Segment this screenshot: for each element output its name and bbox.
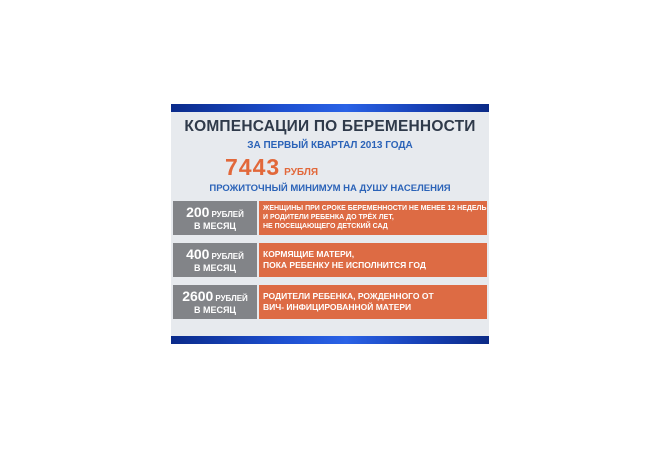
compensation-unit: РУБЛЕЙ (211, 210, 244, 219)
amount-value: 7443 (225, 154, 281, 180)
compensation-row (173, 201, 487, 235)
compensation-recipients: ЖЕНЩИНЫ ПРИ СРОКЕ БЕРЕМЕННОСТИ НЕ МЕНЕЕ 12 НЕДЕЛЬ И РОДИТЕЛИ РЕБЕНКА ДО ТРЁХ ЛЕТ, НЕ ПОСЕЩАЮЩЕГО ДЕТСКИЙ САД (263, 205, 487, 230)
infographic-title: КОМПЕНСАЦИИ ПО БЕРЕМЕННОСТИ (184, 118, 476, 135)
compensation-sum-box (173, 243, 257, 277)
compensation-recipients-box (259, 243, 487, 277)
amount-description: ПРОЖИТОЧНЫЙ МИНИМУМ НА ДУШУ НАСЕЛЕНИЯ (209, 183, 451, 194)
compensation-period: В МЕСЯЦ (193, 263, 237, 273)
compensation-recipients: РОДИТЕЛИ РЕБЕНКА, РОЖДЕННОГО ОТ ВИЧ- ИНФИЦИРОВАННОЙ МАТЕРИ (263, 291, 434, 312)
compensation-sum-box (173, 285, 257, 319)
amount-unit: РУБЛЯ (284, 167, 319, 178)
compensation-sum-box (173, 201, 257, 235)
compensation-period: В МЕСЯЦ (193, 305, 237, 315)
compensation-unit: РУБЛЕЙ (211, 252, 244, 261)
compensation-recipients: КОРМЯЩИЕ МАТЕРИ, ПОКА РЕБЕНКУ НЕ ИСПОЛНИТСЯ ГОД (263, 249, 426, 270)
compensation-period: В МЕСЯЦ (193, 221, 237, 231)
bottom-blue-band (171, 336, 489, 344)
compensation-unit: РУБЛЕЙ (215, 294, 248, 303)
infographic-subtitle: ЗА ПЕРВЫЙ КВАРТАЛ 2013 ГОДА (247, 140, 413, 151)
subsistence-amount (225, 154, 318, 181)
compensation-sum: 200 (186, 204, 210, 220)
compensation-recipients-box (259, 285, 487, 319)
compensation-row (173, 243, 487, 277)
top-blue-band (171, 104, 489, 112)
infographic (171, 104, 489, 344)
compensation-recipients-box (259, 201, 487, 235)
compensation-row (173, 285, 487, 319)
compensation-sum: 400 (186, 246, 210, 262)
compensation-sum: 2600 (182, 288, 214, 304)
